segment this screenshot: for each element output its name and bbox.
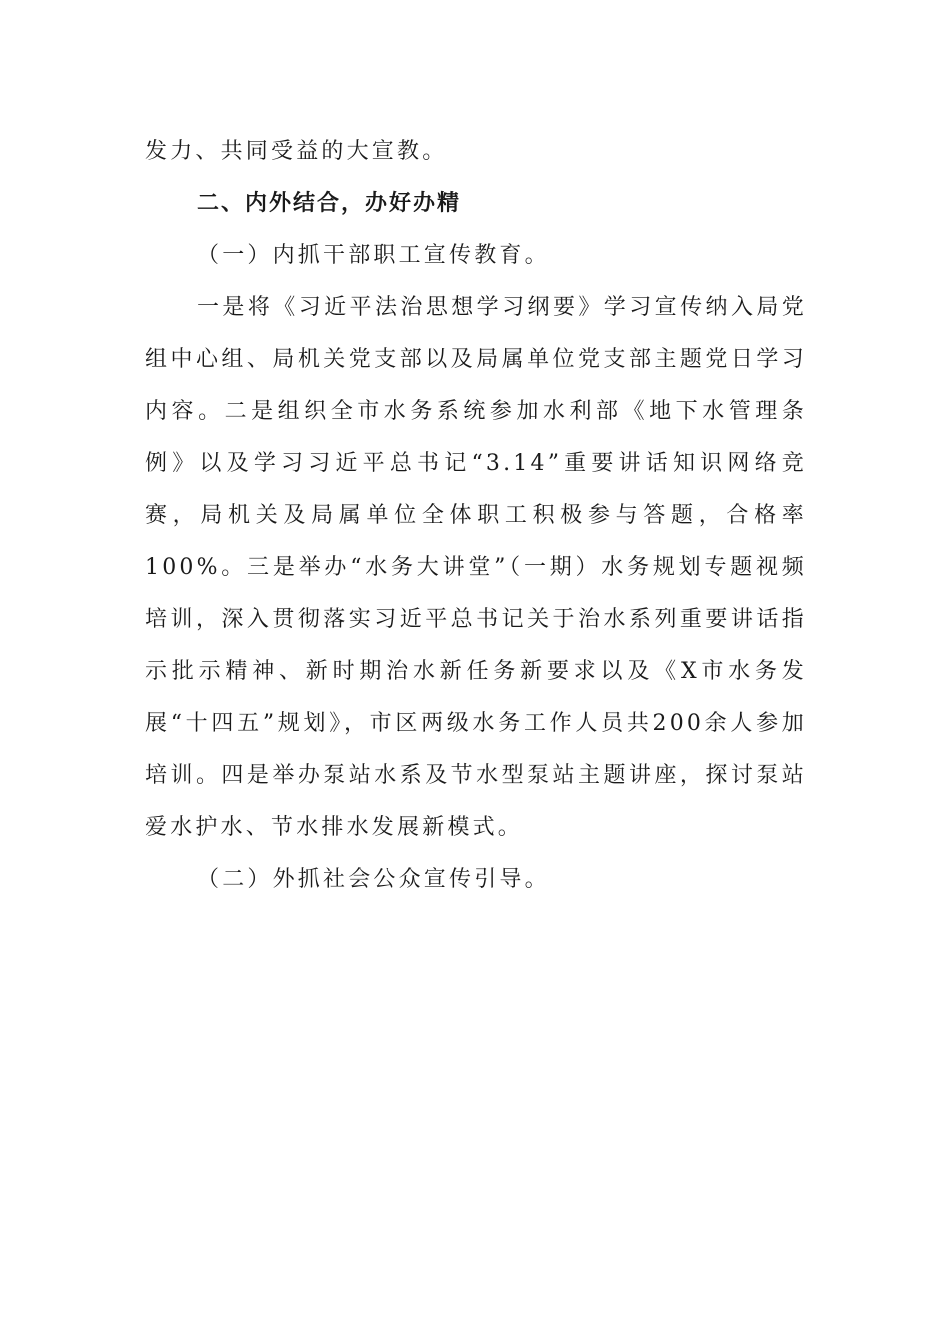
continuation-text: 发力、共同受益的大宣教。 (145, 139, 448, 164)
section-heading: 二、内外结合，办好办精 (197, 191, 462, 216)
sub-heading-external: （二）外抓社会公众宣传引导。 (197, 867, 550, 892)
sub-heading-internal: （一）内抓干部职工宣传教育。 (197, 243, 550, 268)
body-paragraph: 一是将《习近平法治思想学习纲要》学习宣传纳入局党组中心组、局机关党支部以及局属单位党支部主题党日学习内容。二是组织全市水务系统参加水利部《地下水管理条例》以及学习习近平总书记“3.14”重要讲话知识网络竞赛，局机关及局属单位全体职工积极参与答题，合格率100%。三是举办“水务大讲堂”（一期）水务规划专题视频培训，深入贯彻落实习近平总书记关于治水系列重要讲话指示批示精神、新时期治水新任务新要求以及《X市水务发展“十四五”规划》，市区两级水务工作人员共200余人参加培训。四是举办泵站水系及节水型泵站主题讲座，探讨泵站爱水护水、节水排水发展新模式。 (145, 295, 807, 840)
document-body (145, 126, 807, 906)
